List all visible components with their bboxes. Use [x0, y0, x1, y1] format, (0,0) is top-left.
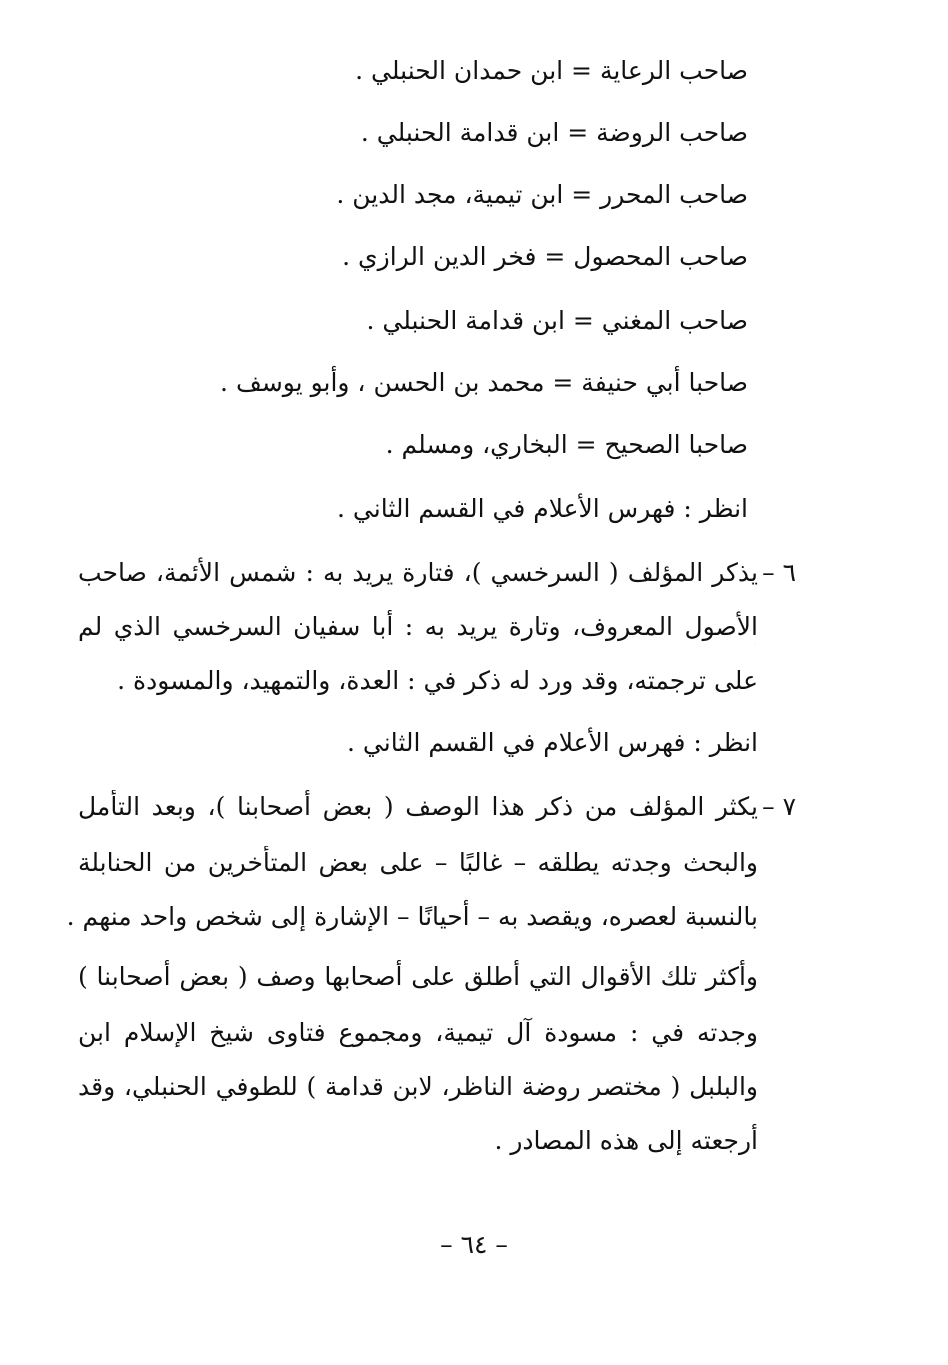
note-7-paragraph-line: أرجعته إلى هذه المصادر . [494, 1126, 758, 1155]
note-6-line: على ترجمته، وقد ورد له ذكر في : العدة، والتمهيد، والمسودة . [117, 666, 758, 695]
note-7-paragraph-line: وجدته في : مسودة آل تيمية، ومجموع فتاوى شيخ الإسلام ابن [78, 1018, 758, 1047]
glossary-line: صاحب المحرر = ابن تيمية، مجد الدين . [336, 180, 748, 209]
glossary-line: صاحبا أبي حنيفة = محمد بن الحسن ، وأبو يوسف . [220, 368, 748, 397]
glossary-line: صاحب المغني = ابن قدامة الحنبلي . [366, 306, 748, 335]
note-7-line: والبحث وجدته يطلقه – غالبًا – على بعض المتأخرين من الحنابلة [78, 848, 758, 877]
glossary-line: صاحب الروضة = ابن قدامة الحنبلي . [360, 118, 748, 147]
glossary-see-also: انظر : فهرس الأعلام في القسم الثاني . [337, 494, 748, 523]
note-7-line: يكثر المؤلف من ذكر هذا الوصف ( بعض أصحابنا )، وبعد التأمل [78, 792, 758, 821]
note-6-line: الأصول المعروف، وتارة يريد به : أبا سفيان السرخسي الذي لم [78, 612, 758, 641]
note-6-see-also: انظر : فهرس الأعلام في القسم الثاني . [347, 728, 758, 757]
page-number: – ٦٤ – [440, 1230, 508, 1259]
note-7-paragraph-line: والبلبل ( مختصر روضة الناظر، لابن قدامة ) للطوفي الحنبلي، وقد [78, 1072, 758, 1101]
note-7-paragraph-line: وأكثر تلك الأقوال التي أطلق على أصحابها وصف ( بعض أصحابنا ) [78, 962, 758, 991]
glossary-line: صاحب المحصول = فخر الدين الرازي . [342, 242, 748, 271]
note-number-7: ٧ – [762, 792, 796, 821]
glossary-line: صاحبا الصحيح = البخاري، ومسلم . [385, 430, 748, 459]
glossary-line: صاحب الرعاية = ابن حمدان الحنبلي . [355, 56, 748, 85]
note-7-line: بالنسبة لعصره، ويقصد به – أحيانًا – الإشارة إلى شخص واحد منهم . [66, 902, 758, 931]
note-6-line: يذكر المؤلف ( السرخسي )، فتارة يريد به : شمس الأئمة، صاحب [78, 558, 758, 587]
note-number-6: ٦ – [762, 558, 796, 587]
